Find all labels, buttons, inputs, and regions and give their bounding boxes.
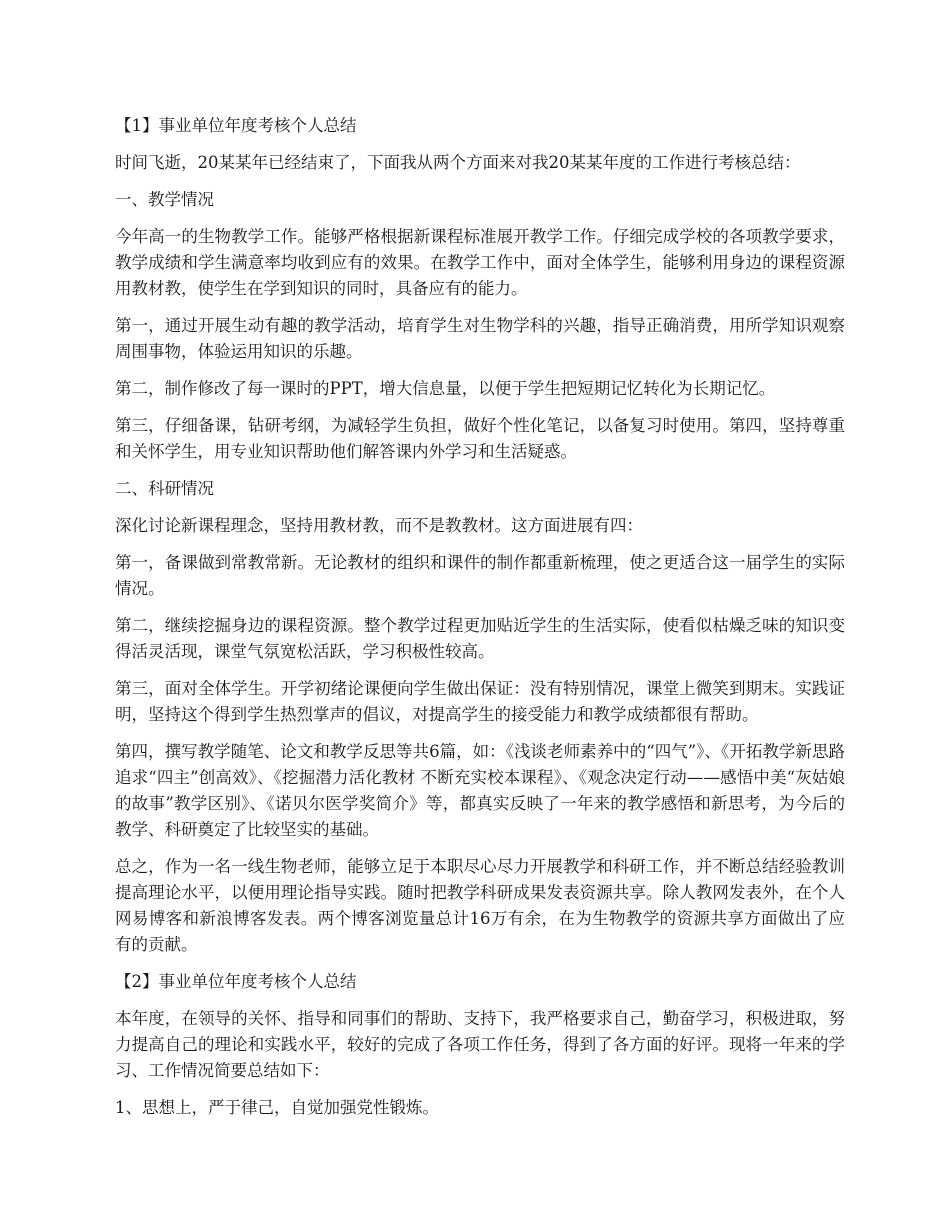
teaching-point-1: 第一，通过开展生动有趣的教学活动，培育学生对生物学科的兴趣，指导正确消费，用所学知识观察周围事物，体验运用知识的乐趣。 [115, 316, 845, 361]
teaching-point-3: 第三，仔细备课，钻研考纲，为减轻学生负担，做好个性化笔记，以备复习时使用。第四，坚持尊重和关怀学生，用专业知识帮助他们解答课内外学习和生活疑惑。 [115, 416, 845, 461]
section-heading-2: 【2】事业单位年度考核个人总结 [115, 972, 357, 991]
document-body [115, 113, 845, 1132]
teaching-point-2: 第二，制作修改了每一课时的PPT，增大信息量，以便于学生把短期记忆转化为长期记忆。 [115, 379, 776, 398]
research-point-3: 第三，面对全体学生。开学初绪论课便向学生做出保证：没有特别情况，课堂上微笑到期末。实践证明，坚持这个得到学生热烈掌声的倡议，对提高学生的接受能力和教学成绩都很有帮助。 [115, 679, 845, 724]
research-point-2: 第二，继续挖掘身边的课程资源。整个教学过程更加贴近学生的生活实际，使看似枯燥乏味的知识变得活灵活现，课堂气氛宽松活跃，学习积极性较高。 [115, 616, 845, 661]
research-point-4: 第四，撰写教学随笔、论文和教学反思等共6篇，如：《浅谈老师素养中的“四气”》、《开拓教学新思路 追求“四主”创高效》、《挖掘潜力活化教材 不断充实校本课程》、《观念决定行动——感悟中美“灰姑娘的故事”教学区别》、《诺贝尔医学奖简介》等，都真实反映了一年来的教学感悟和新思考，为今后的教学、科研奠定了比较坚实的基础。 [115, 742, 845, 839]
section-heading-1: 【1】事业单位年度考核个人总结 [115, 116, 357, 135]
subheading-teaching: 一、教学情况 [115, 190, 214, 209]
research-point-1: 第一，备课做到常教常新。无论教材的组织和课件的制作都重新梳理，使之更适合这一届学生的实际情况。 [115, 553, 845, 598]
section2-intro: 本年度，在领导的关怀、指导和同事们的帮助、支持下，我严格要求自己，勤奋学习，积极进取，努力提高自己的理论和实践水平，较好的完成了各项工作任务，得到了各方面的好评。现将一年来的学习、工作情况简要总结如下： [115, 1009, 845, 1080]
section2-point-1: 1、思想上，严于律己，自觉加强党性锻炼。 [115, 1098, 439, 1117]
intro-paragraph: 时间飞逝，20某某年已经结束了，下面我从两个方面来对我20某某年度的工作进行考核总结： [115, 153, 801, 172]
subheading-research: 二、科研情况 [115, 479, 214, 498]
summary-paragraph: 总之，作为一名一线生物老师，能够立足于本职尽心尽力开展教学和科研工作，并不断总结经验教训提高理论水平，以便用理论指导实践。随时把教学科研成果发表资源共享。除人教网发表外，在个人网易博客和新浪博客发表。两个博客浏览量总计16万有余，在为生物教学的资源共享方面做出了应有的贡献。 [115, 857, 845, 954]
research-intro: 深化讨论新课程理念，坚持用教材教，而不是教教材。这方面进展有四： [115, 516, 643, 535]
teaching-paragraph: 今年高一的生物教学工作。能够严格根据新课程标准展开教学工作。仔细完成学校的各项教学要求，教学成绩和学生满意率均收到应有的效果。在教学工作中，面对全体学生，能够利用身边的课程资源用教材教，使学生在学到知识的同时，具备应有的能力。 [115, 227, 845, 298]
